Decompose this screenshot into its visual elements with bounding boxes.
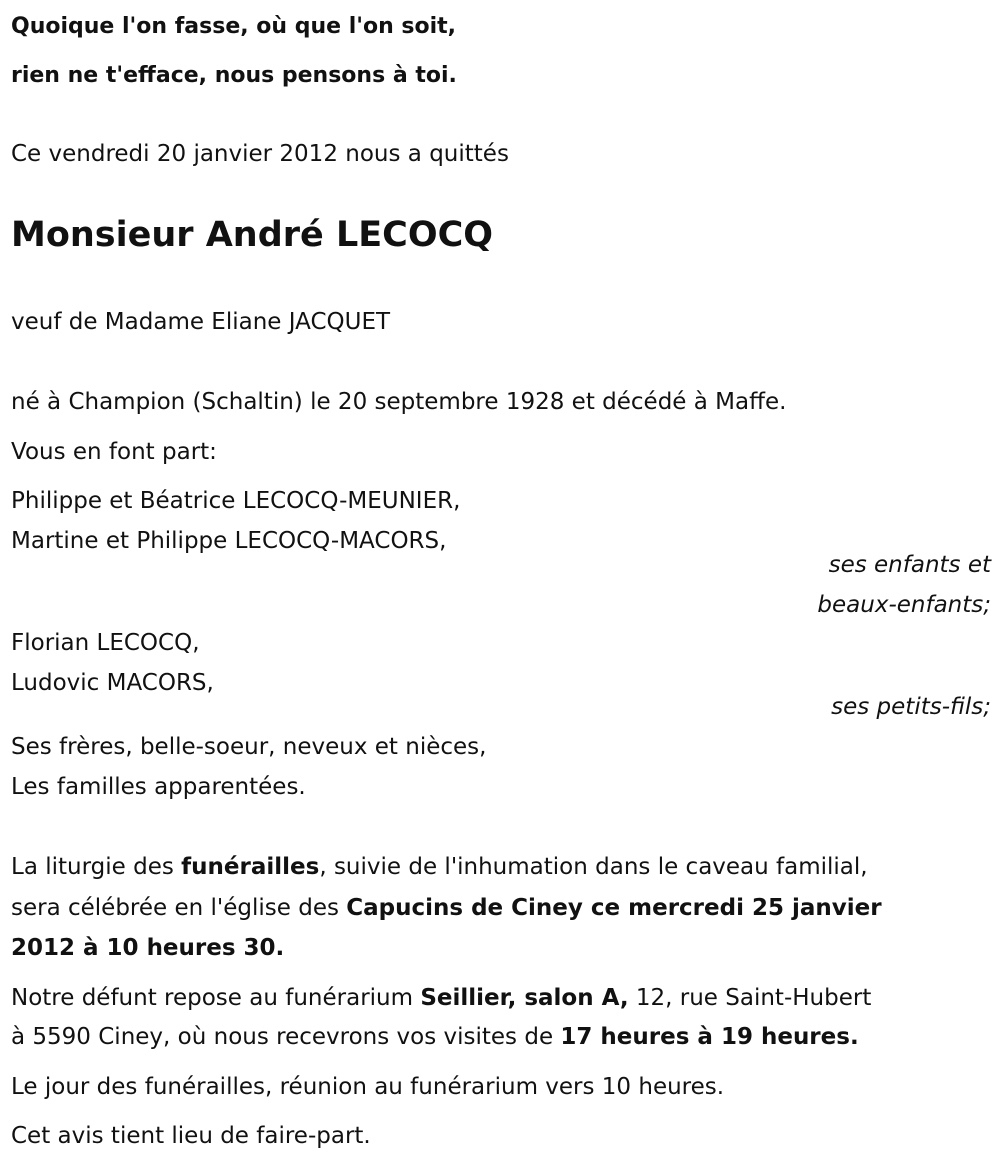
intro-text: Ce vendredi 20 janvier 2012 nous a quittés [11,141,509,167]
announcers-intro: Vous en font part: [11,439,217,465]
repose-line-1 [11,983,871,1013]
meeting-text: Le jour des funérailles, réunion au funérarium vers 10 heures. [11,1074,725,1100]
children-relation-line-1: ses enfants et [828,552,991,578]
closing-text: Cet avis tient lieu de faire-part. [11,1123,371,1149]
repose-line-2 [11,1022,859,1052]
birth-death-text: né à Champion (Schaltin) le 20 septembre 1928 et décédé à Maffe. [11,389,787,415]
funeral-line-2 [11,893,882,923]
funeral-text: sera célébrée en l'église des [11,895,347,921]
visiting-hours: 17 heures à 19 heures. [560,1024,859,1050]
funeral-text: , suivie de l'inhumation dans le caveau familial, [319,854,868,880]
funeral-line-1 [11,852,868,882]
verse-line-2: rien ne t'efface, nous pensons à toi. [11,63,457,88]
funeral-emphasis: funérailles [181,854,320,880]
funeral-text: La liturgie des [11,854,182,880]
deceased-name: Monsieur André LECOCQ [11,215,494,255]
child-name: Philippe et Béatrice LECOCQ-MEUNIER, [11,488,461,514]
verse-line-1: Quoique l'on fasse, où que l'on soit, [11,14,457,39]
repose-text: Notre défunt repose au funérarium [11,985,421,1011]
repose-text: à 5590 Ciney, où nous recevrons vos visites de [11,1024,561,1050]
widower-of-text: veuf de Madame Eliane JACQUET [11,309,391,335]
grandchildren-relation: ses petits-fils; [831,694,991,720]
repose-text: 12, rue Saint-Hubert [628,985,872,1011]
grandchild-name: Ludovic MACORS, [11,670,214,696]
funeral-line-3: 2012 à 10 heures 30. [11,935,285,961]
child-name: Martine et Philippe LECOCQ-MACORS, [11,528,447,554]
children-relation-line-2: beaux-enfants; [817,592,991,618]
grandchild-name: Florian LECOCQ, [11,630,200,656]
others-line: Les familles apparentées. [11,774,306,800]
funeral-location: Capucins de Ciney ce mercredi 25 janvier [346,895,882,921]
repose-place: Seillier, salon A, [420,985,629,1011]
others-line: Ses frères, belle-soeur, neveux et nièces, [11,734,487,760]
